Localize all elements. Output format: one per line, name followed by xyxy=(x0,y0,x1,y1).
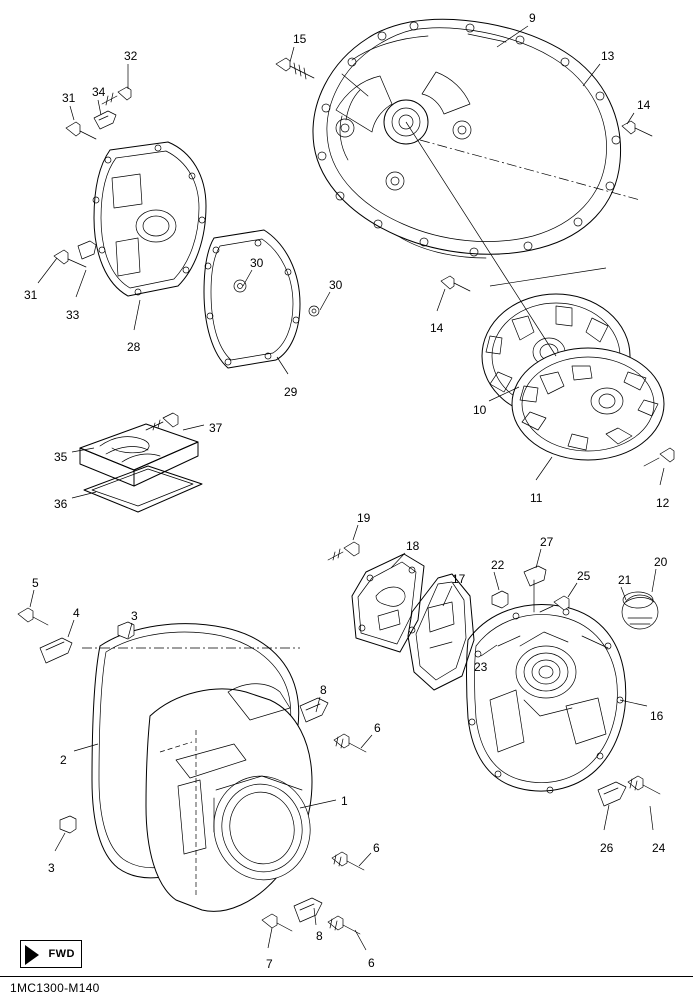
callout-14-right: 14 xyxy=(637,98,651,112)
callout-9: 9 xyxy=(529,11,536,25)
part-6-bolt-middle xyxy=(332,852,364,870)
callout-25: 25 xyxy=(577,569,591,583)
part-21-cap xyxy=(622,595,658,629)
callout-2: 2 xyxy=(60,753,67,767)
callout-3-top: 3 xyxy=(131,609,138,623)
callout-20: 20 xyxy=(654,555,668,569)
callout-31-top: 31 xyxy=(62,91,76,105)
callout-29: 29 xyxy=(284,385,298,399)
callout-26: 26 xyxy=(600,841,614,855)
callout-leaders xyxy=(30,26,664,950)
callout-35: 35 xyxy=(54,450,68,464)
part-15-bolt xyxy=(276,58,314,79)
part-9-clutch-cover-outer xyxy=(313,19,621,258)
part-6-bolt-upper xyxy=(334,734,366,752)
callout-37: 37 xyxy=(209,421,223,435)
callout-10: 10 xyxy=(473,403,487,417)
part-18-cover-plate xyxy=(352,554,424,652)
callout-16: 16 xyxy=(650,709,664,723)
part-31-bolt-top xyxy=(66,122,96,139)
callout-15: 15 xyxy=(293,32,307,46)
callout-28: 28 xyxy=(127,340,141,354)
part-1-crankcase-cover xyxy=(146,684,320,912)
fwd-orientation-badge xyxy=(20,940,82,968)
part-6-bolt-lower xyxy=(328,916,360,934)
callout-33: 33 xyxy=(66,308,80,322)
part-24-bolt xyxy=(628,776,660,794)
callout-13: 13 xyxy=(601,49,615,63)
callout-17: 17 xyxy=(452,572,466,586)
callout-24: 24 xyxy=(652,841,666,855)
part-16-crankcase-cover-right xyxy=(467,604,626,793)
part-8-clamp-lower xyxy=(294,898,322,922)
part-23-shaft xyxy=(498,636,520,646)
callout-8-upper: 8 xyxy=(320,683,327,697)
part-5-bolt xyxy=(18,608,48,625)
part-12-bolt xyxy=(644,448,674,466)
callout-12: 12 xyxy=(656,496,670,510)
fwd-label: FWD xyxy=(48,948,75,960)
callout-3-bottom: 3 xyxy=(48,861,55,875)
part-28-cover xyxy=(93,142,206,296)
callout-8-lower: 8 xyxy=(316,929,323,943)
callout-14-bottom: 14 xyxy=(430,321,444,335)
part-29-gasket xyxy=(204,230,319,368)
callout-21: 21 xyxy=(618,573,632,587)
part-14-bolt-bottom xyxy=(441,276,470,291)
callout-34: 34 xyxy=(92,85,106,99)
part-8-clamp-upper xyxy=(300,698,328,722)
callout-32: 32 xyxy=(124,49,138,63)
part-3-dowel-bottom xyxy=(60,816,76,833)
callout-7: 7 xyxy=(266,957,273,971)
callout-36: 36 xyxy=(54,497,68,511)
part-11-friction-plate xyxy=(512,348,664,460)
part-26-clamp xyxy=(598,782,626,806)
part-19-bolt xyxy=(328,542,359,560)
diagram-code: 1MC1300-M140 xyxy=(10,981,100,995)
callout-11: 11 xyxy=(530,491,543,505)
callout-30-lower: 30 xyxy=(329,278,343,292)
callout-4: 4 xyxy=(73,606,80,620)
callout-19: 19 xyxy=(357,511,371,525)
left-arrow-icon xyxy=(25,945,39,965)
part-4-clamp xyxy=(40,638,72,663)
part-34-clamp xyxy=(94,111,116,129)
part-7-bolt xyxy=(262,914,292,931)
callout-23: 23 xyxy=(474,660,488,674)
callout-5: 5 xyxy=(32,576,39,590)
part-14-bolt-right xyxy=(622,121,652,136)
part-17-pump-body xyxy=(408,574,474,690)
part-37-bolt xyxy=(146,413,178,430)
callout-6-lower: 6 xyxy=(368,956,375,970)
part-22-dowel xyxy=(492,591,508,608)
part-32-bolt xyxy=(102,87,131,105)
footer-divider xyxy=(0,976,693,977)
callout-31-bottom: 31 xyxy=(24,288,38,302)
callout-6-middle: 6 xyxy=(373,841,380,855)
callout-18: 18 xyxy=(406,539,420,553)
callout-6-upper: 6 xyxy=(374,721,381,735)
callout-22: 22 xyxy=(491,558,505,572)
callout-27: 27 xyxy=(540,535,554,549)
part-33-plug xyxy=(78,241,96,259)
callout-30-upper: 30 xyxy=(250,256,264,270)
callout-1: 1 xyxy=(341,794,348,808)
